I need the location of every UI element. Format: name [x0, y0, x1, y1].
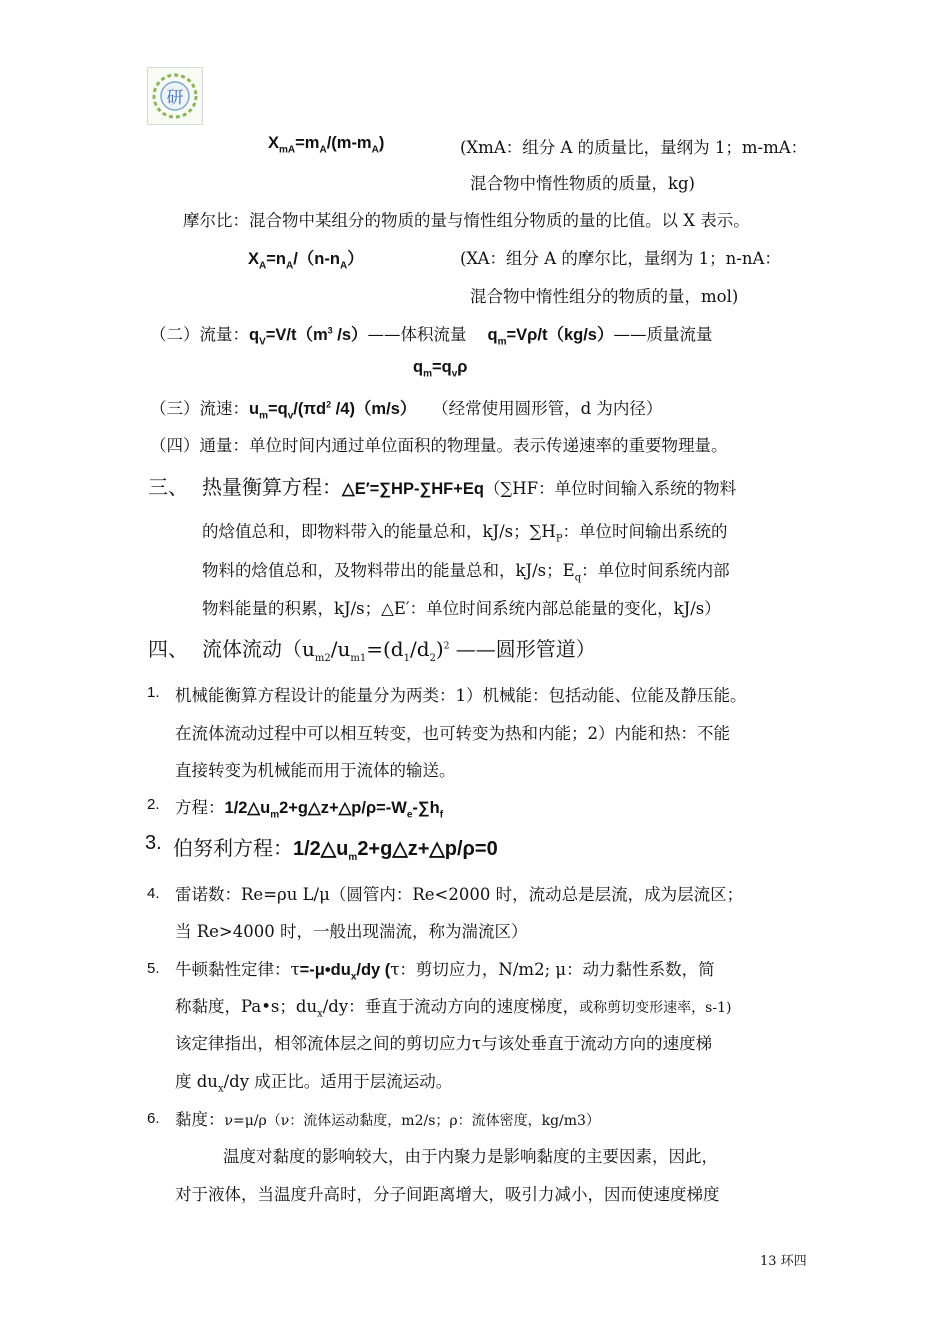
velocity-line — [150, 395, 662, 421]
item-5-line4: 度 $du_x/dy$ 成正比。适用于层流运动。 — [175, 1072, 453, 1095]
item-4-line1: 雷诺数：Re=ρu L/μ（圆管内：Re<2000 时，流动总是层流，成为层流区； — [175, 885, 744, 904]
velocity-formula: $u_m=q_v/(\pi d^2$ /4)（m/s） — [249, 399, 417, 422]
logo-emblem-icon — [148, 68, 202, 124]
velocity-label: （三）流速： — [150, 399, 249, 418]
item-6-line2: 温度对黏度的影响较大，由于内聚力是影响黏度的主要因素，因此， — [223, 1147, 718, 1166]
fluid-section-number: 四、 — [148, 637, 188, 661]
volume-flow-name: ——体积流量 — [367, 325, 467, 344]
item-3-line — [173, 832, 498, 863]
mass-flow-formula: $q_m=V\rho/t(kg/s)$ — [487, 326, 614, 348]
flow-label: （二）流量： — [150, 325, 249, 344]
item-2-line — [175, 794, 443, 820]
flow-rate-line — [150, 321, 712, 347]
item-5-line3: 该定律指出，相邻流体层之间的剪切应力τ与该处垂直于流动方向的速度梯 — [175, 1034, 713, 1053]
logo-text: 研 — [166, 88, 184, 108]
flux-definition: （四）通量：单位时间内通过单位面积的物理量。表示传递速率的重要物理量。 — [150, 436, 728, 455]
mole-ratio-note-b: 混合物中惰性组分的物质的量，mol) — [470, 287, 739, 306]
heat-note-line2: 的焓值总和，即物料带入的能量总和，kJ/s；$\sum H_P$：单位时间输出系统的 — [202, 522, 728, 545]
mass-ratio-note-b: 混合物中惰性物质的质量，kg) — [470, 174, 695, 193]
velocity-note: （经常使用圆形管，d 为内径） — [432, 399, 663, 418]
item-2-label: 方程： — [175, 798, 225, 817]
mass-flow-name: ——质量流量 — [613, 325, 713, 344]
page-footer: 13 环四 — [760, 1254, 807, 1269]
heat-section-line — [202, 471, 736, 500]
mole-ratio-note-a: (XA：组分 A 的摩尔比，量纲为 1；n-nA： — [460, 249, 781, 268]
item-6-line1: 黏度：ν=μ/ρ（ν：流体运动黏度，m2/s；ρ：流体密度，kg/m3） — [175, 1110, 600, 1129]
heat-note-line4: 物料能量的积累，kJ/s；△E′：单位时间系统内部总能量的变化，kJ/s） — [202, 599, 721, 618]
item-3-label: 伯努利方程： — [173, 836, 293, 860]
heat-note-line1: （∑HF：单位时间输入系统的物料 — [483, 479, 737, 498]
mass-ratio-note-a: (XmA：组分 A 的质量比，量纲为 1；m-mA： — [460, 138, 808, 157]
mole-ratio-formula: $X_A=n_A/(n-n_A)$ — [248, 250, 364, 272]
mass-ratio-formula: $X_{mA}=m_A/(m-m_A)$ — [268, 134, 385, 156]
item-3-number: 3. — [145, 832, 162, 854]
heat-note-line3: 物料的焓值总和，及物料带出的能量总和，kJ/s；$E_q$：单位时间系统内部 — [202, 561, 730, 584]
heat-balance-formula: △E′=∑HP-∑HF+Eq — [342, 480, 484, 498]
item-4-line2: 当 Re>4000 时，一般出现湍流，称为湍流区） — [175, 922, 528, 941]
item-6-number: 6. — [147, 1110, 160, 1127]
item-1-line3: 直接转变为机械能而用于流体的输送。 — [175, 761, 456, 780]
item-5-number: 5. — [147, 960, 160, 977]
logo — [147, 67, 203, 125]
heat-section-number: 三、 — [148, 475, 188, 499]
item-4-number: 4. — [147, 885, 160, 902]
item-5-line1: 牛顿黏性定律：$\tau=-\mu•du_x/dy$ (τ：剪切应力，N/m2; μ：动力黏性系数，简 — [175, 960, 715, 983]
fluid-section-title: 流体流动（$u_{m2}/u_{m1}=(d_1/d_2)^2$ ——圆形管道） — [202, 637, 596, 664]
heat-section-title: 热量衡算方程： — [202, 475, 342, 499]
item-2-number: 2. — [147, 796, 160, 813]
item-1-line2: 在流体流动过程中可以相互转变，也可转变为热和内能；2）内能和热：不能 — [175, 724, 730, 743]
bernoulli-equation: $1/2\triangle u_m2+g\triangle z+\triangle p/\rho=0$ — [293, 838, 498, 863]
volume-flow-formula: $q_V=V/t(m^3$ /s） — [249, 325, 368, 348]
item-6-line3: 对于液体，当温度升高时，分子间距离增大，吸引力减小，因而使速度梯度 — [175, 1185, 720, 1204]
mole-ratio-definition: 摩尔比：混合物中某组分的物质的量与惰性组分物质的量的比值。以 X 表示。 — [183, 211, 750, 230]
item-5-line2: 称黏度，Pa•s；$du_x/dy$：垂直于流动方向的速度梯度，或称剪切变形速率，s-1) — [175, 997, 732, 1020]
mass-flow-relation: $q_m=q_v\rho$ — [413, 358, 468, 380]
energy-equation: $1/2\triangle u_m2+g\triangle z+\triangle p/\rho=-W_e-\sum h_f$ — [224, 799, 444, 821]
item-1-number: 1. — [147, 684, 160, 701]
item-1-line1: 机械能衡算方程设计的能量分为两类：1）机械能：包括动能、位能及静压能。 — [175, 686, 747, 705]
